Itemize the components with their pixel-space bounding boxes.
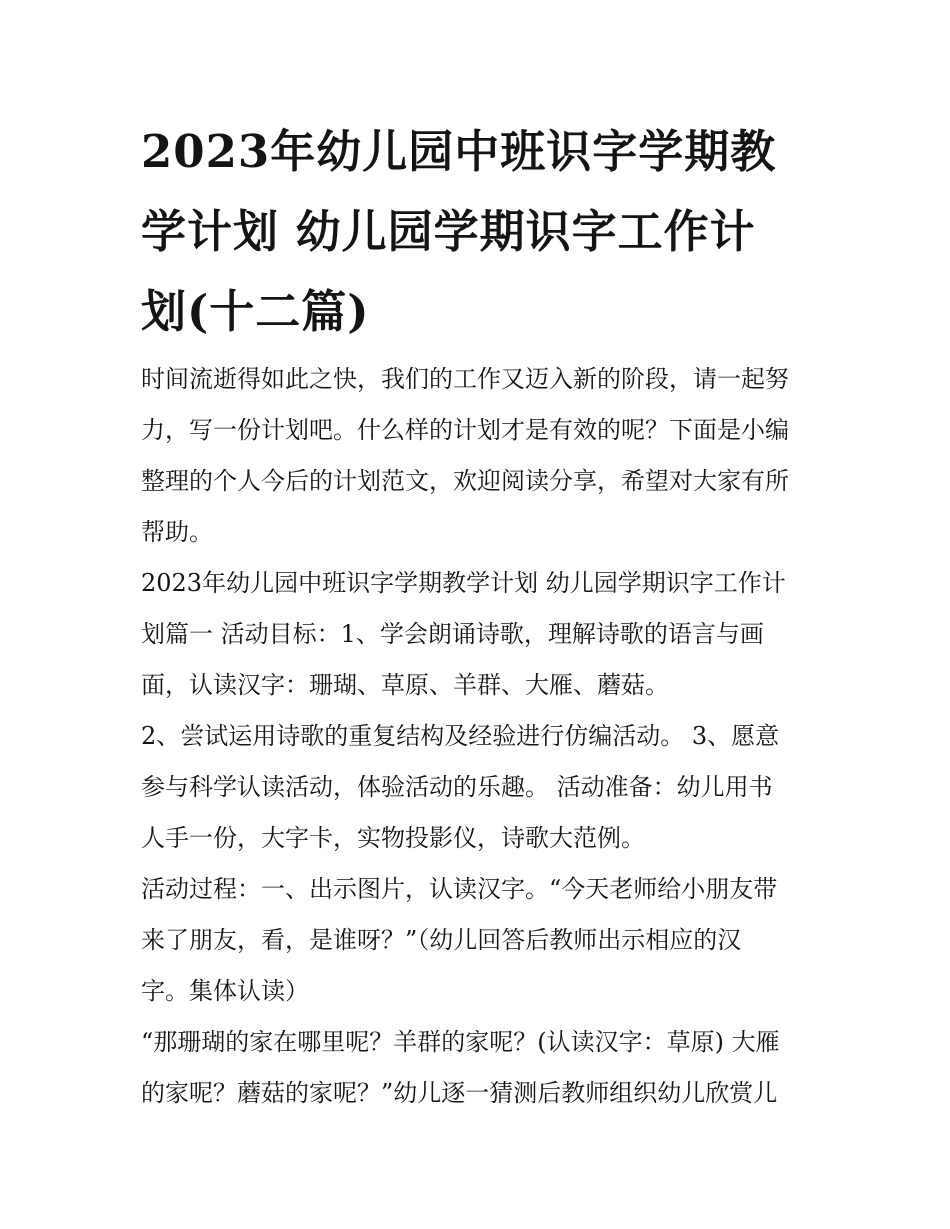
text-line: 力，写一份计划吧。什么样的计划才是有效的呢？下面是小编 bbox=[141, 416, 789, 444]
intro-paragraph bbox=[141, 354, 813, 558]
text-line: 活动过程：一、出示图片，认读汉字。“今天老师给小朋友带 bbox=[141, 875, 778, 903]
text-line: 2023年幼儿园中班识字学期教学计划 幼儿园学期识字工作计 bbox=[141, 569, 786, 597]
text-line: 来了朋友，看，是谁呀？”（幼儿回答后教师出示相应的汉 bbox=[141, 926, 742, 954]
dialogue-paragraph bbox=[141, 1017, 813, 1119]
text-line: 2、尝试运用诗歌的重复结构及经验进行仿编活动。 3、愿意 bbox=[141, 722, 780, 750]
title-line: 2023年幼儿园中班识字学期教 bbox=[141, 125, 777, 178]
document-title bbox=[141, 112, 813, 352]
text-line: “那珊瑚的家在哪里呢？羊群的家呢？(认读汉字：草原) 大雁 bbox=[141, 1028, 780, 1056]
text-line: 参与科学认读活动，体验活动的乐趣。 活动准备：幼儿用书 bbox=[141, 773, 773, 801]
text-line: 整理的个人今后的计划范文，欢迎阅读分享，希望对大家有所 bbox=[141, 467, 789, 495]
text-line: 字。集体认读） bbox=[141, 977, 309, 1005]
text-line: 面，认读汉字：珊瑚、草原、羊群、大雁、蘑菇。 bbox=[141, 671, 669, 699]
text-line: 划篇一 活动目标：1、学会朗诵诗歌，理解诗歌的语言与画 bbox=[141, 620, 764, 648]
section-paragraph bbox=[141, 558, 813, 711]
title-line: 学计划 幼儿园学期识字工作计 bbox=[141, 205, 756, 258]
title-line: 划(十二篇) bbox=[141, 285, 370, 338]
document-body bbox=[141, 354, 813, 1119]
process-paragraph bbox=[141, 864, 813, 1017]
text-line: 人手一份，大字卡，实物投影仪，诗歌大范例。 bbox=[141, 824, 645, 852]
document-page bbox=[141, 112, 813, 1119]
text-line: 帮助。 bbox=[141, 518, 213, 546]
goals-paragraph bbox=[141, 711, 813, 864]
text-line: 时间流逝得如此之快，我们的工作又迈入新的阶段，请一起努 bbox=[141, 365, 789, 393]
text-line: 的家呢？蘑菇的家呢？”幼儿逐一猜测后教师组织幼儿欣赏儿 bbox=[141, 1079, 778, 1107]
